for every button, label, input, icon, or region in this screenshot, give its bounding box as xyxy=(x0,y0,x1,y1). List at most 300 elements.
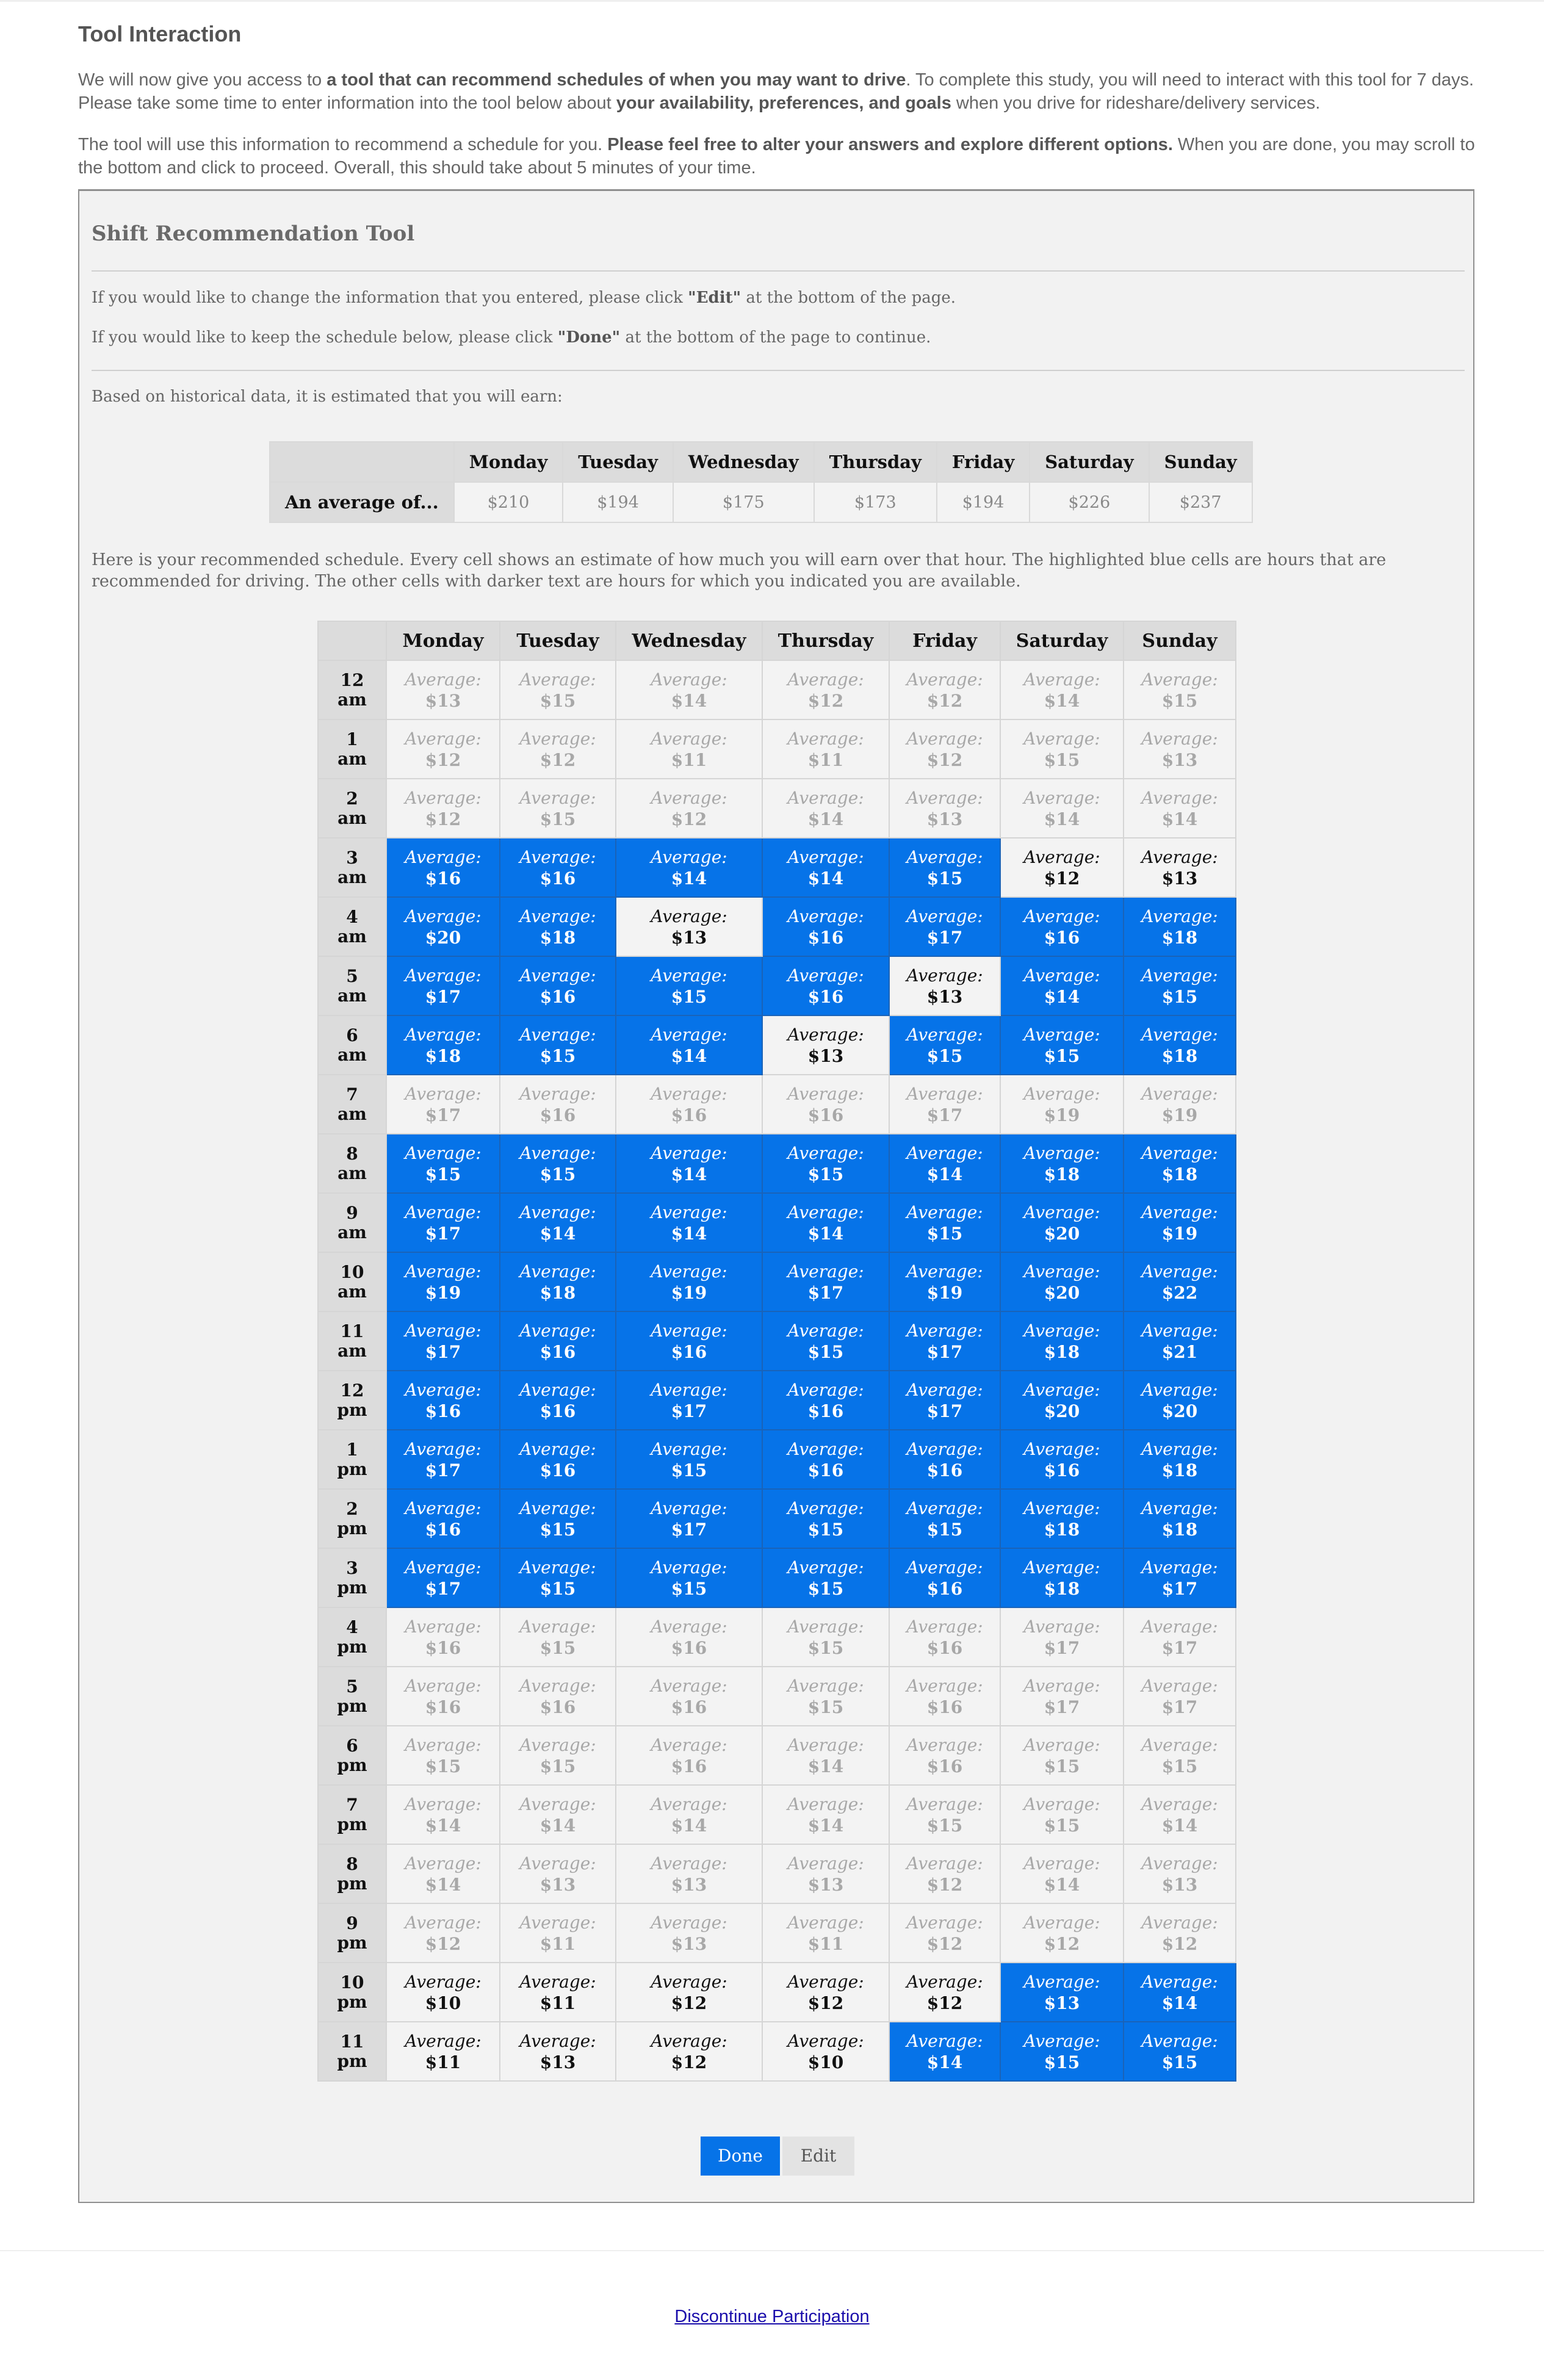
cell-label: Average: xyxy=(1023,1734,1100,1755)
hour-label xyxy=(318,719,386,779)
cell-label: Average: xyxy=(405,1675,482,1696)
cell-label: Average: xyxy=(651,1024,727,1045)
hour-number: 2 xyxy=(346,1498,358,1519)
cell-label: Average: xyxy=(906,1971,983,1992)
cell-label: Average: xyxy=(1023,965,1100,986)
schedule-row xyxy=(318,1252,1236,1311)
cell-label: Average: xyxy=(405,669,482,690)
cell-label: Average: xyxy=(906,1438,983,1459)
done-note-c: at the bottom of the page to continue. xyxy=(620,328,931,347)
cell-label: Average: xyxy=(1023,1379,1100,1400)
cell-value: $16 xyxy=(425,1637,461,1658)
recommended-hour-cell xyxy=(889,1311,1000,1371)
cell-label: Average: xyxy=(906,906,983,926)
cell-value: $12 xyxy=(926,1874,963,1895)
hour-number: 3 xyxy=(346,847,358,868)
cell-value: $12 xyxy=(926,749,963,770)
unavailable-hour-cell xyxy=(616,1607,762,1667)
cell-label: Average: xyxy=(787,1734,864,1755)
recommended-hour-cell xyxy=(1124,1963,1236,2022)
cell-value: $17 xyxy=(671,1401,707,1421)
recommended-hour-cell xyxy=(1124,1548,1236,1607)
cell-value: $12 xyxy=(807,690,844,711)
cell-value: $17 xyxy=(926,1341,963,1362)
cell-value: $19 xyxy=(926,1282,963,1303)
unavailable-hour-cell xyxy=(386,1607,500,1667)
cell-value: $19 xyxy=(1044,1105,1080,1125)
hour-number: 3 xyxy=(346,1557,358,1578)
recommended-hour-cell xyxy=(386,1193,500,1252)
cell-label: Average: xyxy=(651,1734,727,1755)
schedule-header-thursday: Thursday xyxy=(762,621,889,660)
cell-label: Average: xyxy=(787,1794,864,1814)
cell-value: $13 xyxy=(1161,1874,1198,1895)
recommended-hour-cell xyxy=(1124,1015,1236,1075)
recommended-hour-cell xyxy=(386,1311,500,1371)
cell-value: $16 xyxy=(539,1460,576,1480)
cell-value: $15 xyxy=(926,1519,963,1540)
cell-label: Average: xyxy=(519,906,596,926)
cell-label: Average: xyxy=(787,787,864,808)
recommended-hour-cell xyxy=(616,1371,762,1430)
hour-period: am xyxy=(337,748,367,769)
hour-period: am xyxy=(337,985,367,1006)
cell-label: Average: xyxy=(787,1438,864,1459)
cell-value: $15 xyxy=(1161,2052,1198,2072)
cell-value: $16 xyxy=(671,1637,707,1658)
hour-number: 2 xyxy=(346,788,358,809)
recommended-hour-cell xyxy=(616,1311,762,1371)
cell-label: Average: xyxy=(519,669,596,690)
available-hour-cell xyxy=(616,1963,762,2022)
hour-number: 5 xyxy=(346,1676,358,1697)
recommended-hour-cell xyxy=(386,1548,500,1607)
cell-value: $14 xyxy=(807,868,844,889)
hour-label xyxy=(318,1844,386,1903)
hour-period: pm xyxy=(337,1932,367,1953)
cell-label: Average: xyxy=(906,1616,983,1637)
schedule-row xyxy=(318,1371,1236,1430)
cell-value: $16 xyxy=(539,1105,576,1125)
intro2-text-a: The tool will use this information to recommend a schedule for you. xyxy=(78,135,608,154)
cell-label: Average: xyxy=(787,1498,864,1518)
schedule-row xyxy=(318,1075,1236,1134)
earnings-value-thursday: $173 xyxy=(814,482,937,522)
cell-label: Average: xyxy=(906,1675,983,1696)
cell-label: Average: xyxy=(651,787,727,808)
cell-value: $15 xyxy=(539,1637,576,1658)
hour-period: am xyxy=(337,1044,367,1065)
cell-label: Average: xyxy=(787,1616,864,1637)
cell-label: Average: xyxy=(405,1794,482,1814)
cell-value: $15 xyxy=(1161,986,1198,1007)
cell-value: $15 xyxy=(807,1519,844,1540)
schedule-row xyxy=(318,838,1236,897)
cell-value: $12 xyxy=(671,809,707,829)
cell-value: $19 xyxy=(1161,1223,1198,1244)
hour-label xyxy=(318,1311,386,1371)
cell-value: $17 xyxy=(1161,1637,1198,1658)
cell-value: $16 xyxy=(671,1756,707,1776)
cell-label: Average: xyxy=(519,1734,596,1755)
discontinue-participation-link[interactable]: Discontinue Participation xyxy=(674,2307,870,2326)
cell-value: $18 xyxy=(1161,1460,1198,1480)
cell-label: Average: xyxy=(787,1142,864,1163)
unavailable-hour-cell xyxy=(762,719,889,779)
recommended-hour-cell xyxy=(762,1134,889,1193)
recommended-hour-cell xyxy=(500,1193,616,1252)
intro-section xyxy=(78,18,1476,198)
recommended-hour-cell xyxy=(762,1252,889,1311)
hour-period: pm xyxy=(337,1399,367,1420)
unavailable-hour-cell xyxy=(616,660,762,719)
hour-label xyxy=(318,1134,386,1193)
cell-value: $17 xyxy=(425,986,461,1007)
cell-value: $17 xyxy=(1161,1578,1198,1599)
cell-value: $13 xyxy=(926,986,963,1007)
cell-label: Average: xyxy=(906,669,983,690)
cell-value: $11 xyxy=(807,749,844,770)
cell-value: $12 xyxy=(425,809,461,829)
recommended-hour-cell xyxy=(762,838,889,897)
cell-label: Average: xyxy=(906,1083,983,1104)
cell-value: $13 xyxy=(671,1933,707,1954)
cell-value: $12 xyxy=(1161,1933,1198,1954)
recommended-hour-cell xyxy=(386,1015,500,1075)
cell-label: Average: xyxy=(651,2030,727,2051)
unavailable-hour-cell xyxy=(1000,719,1124,779)
recommended-hour-cell xyxy=(889,1134,1000,1193)
cell-value: $14 xyxy=(1044,690,1080,711)
hour-period: am xyxy=(337,867,367,887)
schedule-row xyxy=(318,1015,1236,1075)
cell-label: Average: xyxy=(405,1083,482,1104)
cell-label: Average: xyxy=(405,965,482,986)
hour-number: 9 xyxy=(346,1202,358,1223)
cell-value: $16 xyxy=(671,1697,707,1717)
cell-label: Average: xyxy=(405,1202,482,1222)
recommended-hour-cell xyxy=(386,1371,500,1430)
available-hour-cell xyxy=(1000,838,1124,897)
hour-period: pm xyxy=(337,1754,367,1775)
cell-label: Average: xyxy=(1023,1261,1100,1282)
earnings-intro: Based on historical data, it is estimated that you will earn: xyxy=(92,388,563,406)
page-title: Tool Interaction xyxy=(78,21,242,46)
cell-label: Average: xyxy=(1141,1498,1218,1518)
cell-label: Average: xyxy=(1141,846,1218,867)
cell-label: Average: xyxy=(519,1971,596,1992)
hour-number: 7 xyxy=(346,1794,358,1815)
edit-note-c: at the bottom of the page. xyxy=(741,289,956,307)
unavailable-hour-cell xyxy=(1124,1844,1236,1903)
cell-label: Average: xyxy=(651,965,727,986)
cell-label: Average: xyxy=(906,2030,983,2051)
unavailable-hour-cell xyxy=(889,1903,1000,1963)
cell-label: Average: xyxy=(1141,669,1218,690)
cell-value: $15 xyxy=(539,1519,576,1540)
available-hour-cell xyxy=(616,2022,762,2081)
cell-value: $14 xyxy=(671,690,707,711)
cell-label: Average: xyxy=(519,1024,596,1045)
unavailable-hour-cell xyxy=(762,660,889,719)
cell-value: $14 xyxy=(671,1045,707,1066)
hour-label xyxy=(318,1785,386,1844)
unavailable-hour-cell xyxy=(1000,1785,1124,1844)
cell-value: $21 xyxy=(1161,1341,1198,1362)
recommended-hour-cell xyxy=(889,1430,1000,1489)
cell-value: $15 xyxy=(1161,1756,1198,1776)
cell-label: Average: xyxy=(651,669,727,690)
unavailable-hour-cell xyxy=(1124,719,1236,779)
cell-label: Average: xyxy=(1141,2030,1218,2051)
unavailable-hour-cell xyxy=(1000,1667,1124,1726)
cell-label: Average: xyxy=(1023,1202,1100,1222)
cell-value: $13 xyxy=(807,1045,844,1066)
unavailable-hour-cell xyxy=(1000,1075,1124,1134)
earnings-value-tuesday: $194 xyxy=(563,482,673,522)
cell-label: Average: xyxy=(1141,1912,1218,1933)
cell-label: Average: xyxy=(651,1971,727,1992)
cell-value: $15 xyxy=(807,1578,844,1599)
edit-note-a: If you would like to change the information that you entered, please click xyxy=(92,289,688,307)
cell-value: $12 xyxy=(926,690,963,711)
earnings-value-sunday: $237 xyxy=(1149,482,1252,522)
unavailable-hour-cell xyxy=(616,1075,762,1134)
cell-value: $19 xyxy=(671,1282,707,1303)
recommended-hour-cell xyxy=(889,1015,1000,1075)
cell-label: Average: xyxy=(906,1142,983,1163)
unavailable-hour-cell xyxy=(386,1844,500,1903)
cell-value: $15 xyxy=(425,1164,461,1185)
cell-label: Average: xyxy=(1141,1320,1218,1341)
hour-period: am xyxy=(337,807,367,828)
cell-value: $16 xyxy=(926,1756,963,1776)
schedule-row xyxy=(318,1726,1236,1785)
hour-period: pm xyxy=(337,1814,367,1834)
unavailable-hour-cell xyxy=(616,1726,762,1785)
cell-value: $14 xyxy=(425,1874,461,1895)
cell-value: $22 xyxy=(1161,1282,1198,1303)
cell-label: Average: xyxy=(651,1498,727,1518)
cell-value: $17 xyxy=(425,1341,461,1362)
cell-value: $14 xyxy=(807,1756,844,1776)
recommended-hour-cell xyxy=(616,1548,762,1607)
unavailable-hour-cell xyxy=(386,719,500,779)
cell-value: $15 xyxy=(1044,2052,1080,2072)
cell-value: $14 xyxy=(425,1815,461,1836)
hour-number: 9 xyxy=(346,1913,358,1933)
cell-label: Average: xyxy=(906,1734,983,1755)
cell-value: $13 xyxy=(425,690,461,711)
recommended-hour-cell xyxy=(762,1548,889,1607)
cell-value: $16 xyxy=(1044,927,1080,948)
hour-label xyxy=(318,1430,386,1489)
cell-value: $17 xyxy=(425,1223,461,1244)
unavailable-hour-cell xyxy=(1000,1726,1124,1785)
earnings-header-friday: Friday xyxy=(937,442,1030,482)
recommended-hour-cell xyxy=(1000,2022,1124,2081)
recommended-hour-cell xyxy=(1124,1252,1236,1311)
recommended-hour-cell xyxy=(889,1193,1000,1252)
unavailable-hour-cell xyxy=(762,1726,889,1785)
unavailable-hour-cell xyxy=(500,1607,616,1667)
done-button[interactable]: Done xyxy=(701,2137,780,2176)
cell-value: $18 xyxy=(539,1282,576,1303)
available-hour-cell xyxy=(762,2022,889,2081)
cell-value: $15 xyxy=(539,1045,576,1066)
schedule-row xyxy=(318,1607,1236,1667)
cell-label: Average: xyxy=(405,1379,482,1400)
cell-value: $14 xyxy=(1161,1815,1198,1836)
cell-label: Average: xyxy=(651,1379,727,1400)
hour-period: pm xyxy=(337,1636,367,1657)
hour-label xyxy=(318,1607,386,1667)
cell-value: $12 xyxy=(1044,1933,1080,1954)
intro2-text-b: Please feel free to alter your answers and explore different options. xyxy=(607,135,1173,154)
recommended-hour-cell xyxy=(762,897,889,956)
intro-paragraph-2 xyxy=(78,133,1476,179)
recommended-hour-cell xyxy=(500,1015,616,1075)
schedule-row xyxy=(318,897,1236,956)
cell-value: $18 xyxy=(1161,1045,1198,1066)
divider xyxy=(92,270,1465,272)
unavailable-hour-cell xyxy=(762,1785,889,1844)
hour-label xyxy=(318,1726,386,1785)
cell-value: $11 xyxy=(671,749,707,770)
cell-label: Average: xyxy=(519,1912,596,1933)
cell-label: Average: xyxy=(651,728,727,749)
cell-label: Average: xyxy=(1141,1734,1218,1755)
unavailable-hour-cell xyxy=(500,719,616,779)
recommended-hour-cell xyxy=(1000,1015,1124,1075)
cell-value: $16 xyxy=(425,1401,461,1421)
recommended-hour-cell xyxy=(1124,1430,1236,1489)
recommended-hour-cell xyxy=(616,1252,762,1311)
unavailable-hour-cell xyxy=(762,1903,889,1963)
cell-value: $18 xyxy=(1044,1341,1080,1362)
earnings-header-sunday: Sunday xyxy=(1149,442,1252,482)
cell-label: Average: xyxy=(1023,1142,1100,1163)
hour-number: 11 xyxy=(340,1321,364,1341)
hour-period: am xyxy=(337,1163,367,1183)
cell-value: $14 xyxy=(671,868,707,889)
hour-number: 8 xyxy=(346,1853,358,1874)
recommended-hour-cell xyxy=(1124,1193,1236,1252)
schedule-row xyxy=(318,1134,1236,1193)
edit-note xyxy=(92,289,956,307)
cell-value: $15 xyxy=(926,1045,963,1066)
cell-value: $15 xyxy=(671,1460,707,1480)
footer xyxy=(0,2307,1544,2327)
hour-period: pm xyxy=(337,1577,367,1598)
cell-label: Average: xyxy=(787,965,864,986)
hour-label xyxy=(318,838,386,897)
cell-label: Average: xyxy=(1141,1202,1218,1222)
cell-value: $16 xyxy=(926,1460,963,1480)
hour-label xyxy=(318,1015,386,1075)
available-hour-cell xyxy=(386,2022,500,2081)
cell-value: $20 xyxy=(1044,1282,1080,1303)
cell-value: $14 xyxy=(1161,1992,1198,2013)
earnings-row-label: An average of... xyxy=(270,482,454,522)
shift-recommendation-tool xyxy=(78,189,1474,2203)
cell-value: $16 xyxy=(539,1697,576,1717)
schedule-header-tuesday: Tuesday xyxy=(500,621,616,660)
cell-value: $16 xyxy=(539,986,576,1007)
recommended-hour-cell xyxy=(1000,1963,1124,2022)
earnings-header-corner xyxy=(270,442,454,482)
done-note xyxy=(92,328,931,347)
edit-button[interactable]: Edit xyxy=(782,2137,854,2176)
cell-value: $12 xyxy=(671,1992,707,2013)
cell-value: $13 xyxy=(926,809,963,829)
cell-value: $16 xyxy=(671,1341,707,1362)
unavailable-hour-cell xyxy=(762,1667,889,1726)
recommended-hour-cell xyxy=(616,1489,762,1548)
unavailable-hour-cell xyxy=(1000,660,1124,719)
cell-label: Average: xyxy=(787,1261,864,1282)
cell-label: Average: xyxy=(519,846,596,867)
cell-label: Average: xyxy=(1023,1794,1100,1814)
unavailable-hour-cell xyxy=(616,1903,762,1963)
schedule-row xyxy=(318,1785,1236,1844)
recommended-hour-cell xyxy=(1000,1430,1124,1489)
unavailable-hour-cell xyxy=(386,1075,500,1134)
unavailable-hour-cell xyxy=(500,1726,616,1785)
done-note-b: "Done" xyxy=(557,328,621,347)
cell-value: $17 xyxy=(1161,1697,1198,1717)
earnings-header-monday: Monday xyxy=(454,442,563,482)
hour-period: pm xyxy=(337,1873,367,1894)
recommended-hour-cell xyxy=(386,1252,500,1311)
cell-label: Average: xyxy=(1023,728,1100,749)
cell-value: $12 xyxy=(807,1992,844,2013)
cell-value: $12 xyxy=(1044,868,1080,889)
cell-value: $16 xyxy=(671,1105,707,1125)
cell-label: Average: xyxy=(906,846,983,867)
unavailable-hour-cell xyxy=(1124,1075,1236,1134)
recommended-hour-cell xyxy=(500,1134,616,1193)
unavailable-hour-cell xyxy=(889,1075,1000,1134)
cell-label: Average: xyxy=(519,1083,596,1104)
cell-label: Average: xyxy=(1023,669,1100,690)
cell-value: $13 xyxy=(807,1874,844,1895)
unavailable-hour-cell xyxy=(616,719,762,779)
cell-label: Average: xyxy=(1023,2030,1100,2051)
cell-label: Average: xyxy=(651,1202,727,1222)
unavailable-hour-cell xyxy=(616,1667,762,1726)
earnings-header-tuesday: Tuesday xyxy=(563,442,673,482)
cell-label: Average: xyxy=(1141,1971,1218,1992)
cell-value: $11 xyxy=(539,1933,576,1954)
cell-label: Average: xyxy=(1023,1557,1100,1578)
hour-label xyxy=(318,1903,386,1963)
cell-label: Average: xyxy=(906,1794,983,1814)
schedule-row xyxy=(318,719,1236,779)
earnings-header-thursday: Thursday xyxy=(814,442,937,482)
cell-value: $14 xyxy=(671,1815,707,1836)
cell-value: $14 xyxy=(671,1164,707,1185)
intro2-text-c: When you are done, you may scroll to the bottom and click to proceed. Overall, this should take about 5 minutes of your time. xyxy=(78,135,1475,178)
intro1-text-d: your availability, preferences, and goals xyxy=(616,93,951,113)
unavailable-hour-cell xyxy=(1124,1785,1236,1844)
cell-value: $15 xyxy=(1044,1045,1080,1066)
cell-label: Average: xyxy=(1141,1379,1218,1400)
cell-label: Average: xyxy=(1141,1438,1218,1459)
recommended-hour-cell xyxy=(386,1489,500,1548)
cell-value: $13 xyxy=(671,927,707,948)
cell-label: Average: xyxy=(906,1024,983,1045)
